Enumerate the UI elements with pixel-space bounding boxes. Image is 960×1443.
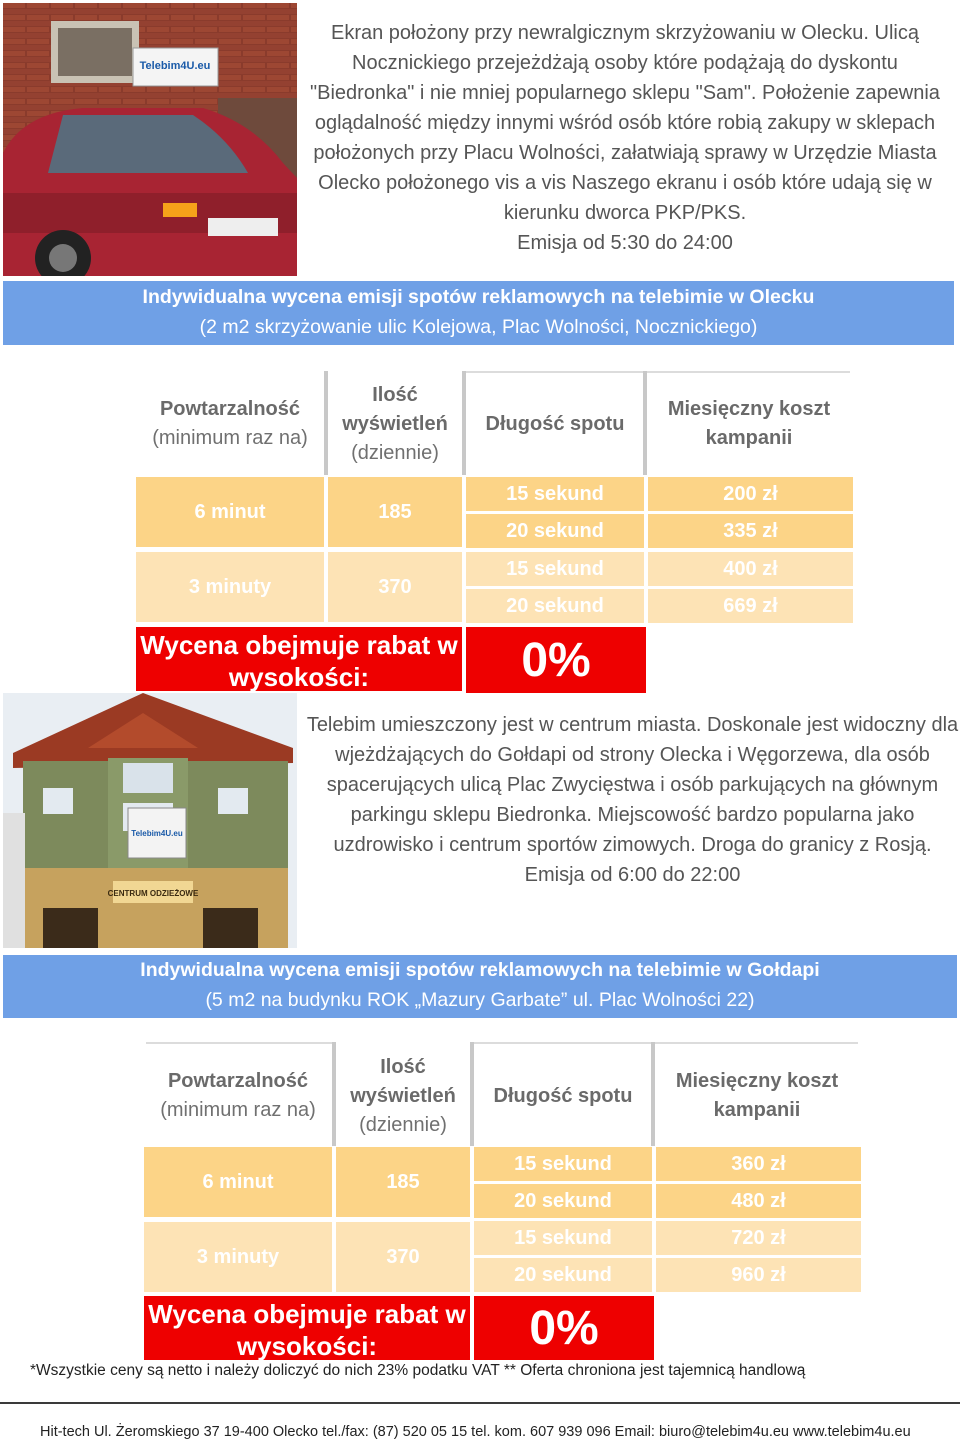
olecko-band-title: Indywidualna wycena emisji spotów reklamowych na telebimie w Olecku — [142, 286, 815, 308]
olecko-length-1a: 15 sekund — [466, 477, 644, 511]
olecko-header-freq — [138, 380, 322, 468]
olecko-price-1a: 200 zł — [648, 477, 853, 511]
olecko-length-2b: 20 sekund — [466, 589, 644, 623]
olecko-band — [3, 281, 954, 345]
goldap-header-cost-l2: kampanii — [713, 1099, 801, 1121]
olecko-emission: Emisja od 5:30 do 24:00 — [517, 232, 733, 254]
olecko-header-count-sub: (dziennie) — [351, 441, 439, 464]
footer-divider — [0, 1402, 960, 1404]
goldap-band-title: Indywidualna wycena emisji spotów reklamowych na telebimie w Gołdapi — [140, 959, 820, 981]
goldap-price-2a: 720 zł — [656, 1221, 861, 1255]
olecko-header-freq-sub: (minimum raz na) — [152, 427, 308, 449]
goldap-header-freq-label: Powtarzalność — [167, 1070, 309, 1092]
goldap-length-1b: 20 sekund — [474, 1184, 652, 1218]
olecko-description — [300, 18, 950, 258]
goldap-rabat-label: Wycena obejmuje rabat w wysokości: — [144, 1296, 470, 1360]
goldap-header-freq-sub: (minimum raz na) — [160, 1099, 316, 1121]
goldap-count-1: 185 — [336, 1147, 470, 1217]
goldap-header-cost-l1: Miesięczny koszt — [675, 1070, 839, 1092]
goldap-emission: Emisja od 6:00 do 22:00 — [524, 864, 741, 886]
olecko-header-count-l2: wyświetleń — [342, 412, 448, 435]
olecko-band-subtitle: (2 m2 skrzyżowanie ulic Kolejowa, Plac Wolności, Nocznickiego) — [199, 316, 758, 338]
olecko-freq-2: 3 minuty — [136, 552, 324, 622]
goldap-photo — [3, 693, 297, 948]
goldap-header-topline-b — [474, 1042, 858, 1044]
goldap-header-length — [474, 1052, 652, 1140]
goldap-price-1b: 480 zł — [656, 1184, 861, 1218]
goldap-header-count-sub: (dziennie) — [359, 1113, 447, 1136]
goldap-length-2a: 15 sekund — [474, 1221, 652, 1255]
goldap-header-topline-a — [146, 1042, 332, 1044]
olecko-header-freq-label: Powtarzalność — [159, 398, 301, 420]
goldap-freq-1: 6 minut — [144, 1147, 332, 1217]
olecko-header-cost-l2: kampanii — [705, 427, 793, 449]
goldap-description-text: Telebim umieszczony jest w centrum miasta. Doskonale jest widoczny dla wjeżdżających do Gołdapi od strony Olecka i Węgorzewa, dla osób spacerujących ulicą Plac Zwycięstwa i osób parkujących na głównym parkingu sklepu Biedronka. Miejscowość bardzo popularna jako uzdrowisko i centrum sportów zimowych. Droga do granicy z Rosją. — [306, 714, 959, 856]
goldap-rabat-value: 0% — [474, 1296, 654, 1360]
olecko-length-2a: 15 sekund — [466, 552, 644, 586]
goldap-header-count — [336, 1050, 470, 1142]
olecko-header-topline — [466, 371, 850, 373]
footer-contact: Hit-tech Ul. Żeromskiego 37 19-400 Olecko tel./fax: (87) 520 05 15 tel. kom. 607 939 096 Email: biuro@telebim4u.eu www.telebim4u.eu — [40, 1424, 911, 1440]
olecko-price-1b: 335 zł — [648, 514, 853, 548]
olecko-rabat-value: 0% — [466, 627, 646, 693]
goldap-band — [3, 955, 957, 1018]
olecko-price-2b: 669 zł — [648, 589, 853, 623]
olecko-price-2a: 400 zł — [648, 552, 853, 586]
olecko-photo — [3, 3, 297, 276]
olecko-count-1: 185 — [328, 477, 462, 547]
goldap-length-1a: 15 sekund — [474, 1147, 652, 1181]
olecko-rabat-label: Wycena obejmuje rabat w wysokości: — [136, 627, 462, 691]
goldap-freq-2: 3 minuty — [144, 1222, 332, 1292]
goldap-header-length-label: Długość spotu — [493, 1084, 633, 1107]
goldap-header-cost — [655, 1052, 859, 1140]
footnote: *Wszystkie ceny są netto i należy doliczyć do nich 23% podatku VAT ** Oferta chroniona jest tajemnicą handlową — [30, 1362, 806, 1379]
olecko-count-2: 370 — [328, 552, 462, 622]
goldap-price-2b: 960 zł — [656, 1258, 861, 1292]
olecko-header-cost — [647, 380, 851, 468]
goldap-count-2: 370 — [336, 1222, 470, 1292]
goldap-band-subtitle: (5 m2 na budynku ROK „Mazury Garbate” ul. Plac Wolności 22) — [205, 989, 755, 1011]
goldap-description — [305, 710, 960, 890]
goldap-header-count-l1: Ilość — [380, 1055, 426, 1078]
olecko-sign-text: Telebim4U.eu — [139, 60, 211, 72]
olecko-description-text: Ekran położony przy newralgicznym skrzyżowaniu w Olecku. Ulicą Nocznickiego przejeżdżają osoby które podążają do dyskontu "Biedronka" i nie mniej popularnego sklepu "Sam". Położenie zapewnia oglądalność między innymi wśród osób które robią zakupy w sklepach położonych przy Placu Wolności, załatwiają sprawy w Urzędzie Miasta Olecko położonego vis a vis Naszego ekranu i osób które udają się w kierunku dworca PKP/PKS. — [310, 22, 940, 224]
goldap-header-freq — [146, 1052, 330, 1140]
goldap-price-1a: 360 zł — [656, 1147, 861, 1181]
olecko-header-count-l1: Ilość — [372, 383, 418, 406]
olecko-header-length-label: Długość spotu — [485, 412, 625, 435]
olecko-freq-1: 6 minut — [136, 477, 324, 547]
olecko-header-cost-l1: Miesięczny koszt — [667, 398, 831, 420]
goldap-header-count-l2: wyświetleń — [350, 1084, 456, 1107]
goldap-length-2b: 20 sekund — [474, 1258, 652, 1292]
goldap-sign-text: Telebim4U.eu — [131, 829, 183, 838]
olecko-header-count — [328, 378, 462, 470]
goldap-shop-text: CENTRUM ODZIEŻOWE — [107, 889, 199, 898]
olecko-header-length — [466, 380, 644, 468]
olecko-length-1b: 20 sekund — [466, 514, 644, 548]
